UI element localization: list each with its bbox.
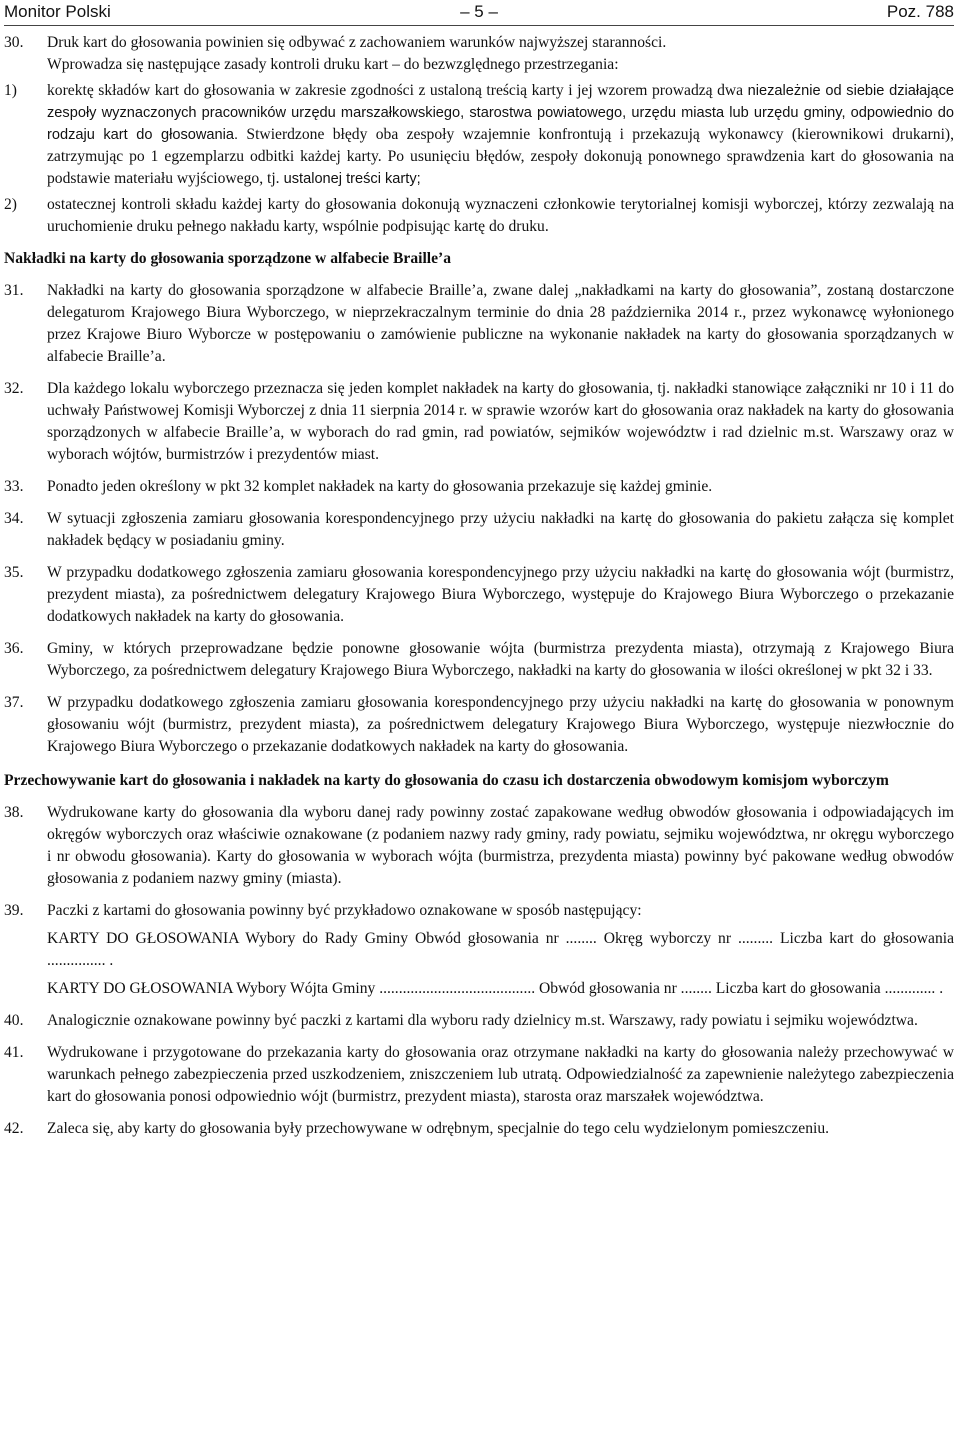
paragraph-text: Paczki z kartami do głosowania powinny być przykładowo oznakowane w sposób następujący: [47, 902, 642, 919]
paragraph-text: Dla każdego lokalu wyborczego przeznacza się jeden komplet nakładek na karty do głosowania, tj. nakładki stanowiące załączniki nr 10 i 11 do uchwały Państwowej Komisji Wyborczej z dnia 11 sierpnia 2014 r. w sprawie wzorów kart do głosowania oraz nakładek na karty do głosowania sporządzonych w alfabecie Braille’a, w wyborach do rad gmin, rad powiatów, sejmików województw i rad dzielnic m.st. Warszawy oraz w wyborach wójtów, burmistrzów i prezydentów miast. [47, 380, 954, 463]
paragraph-text: Zaleca się, aby karty do głosowania były przechowywane w odrębnym, specjalnie do tego celu wydzielonym pomieszczeniu. [47, 1120, 830, 1137]
page-header [4, 0, 954, 24]
paragraph-number: 33. [4, 478, 24, 495]
paragraph-number: 31. [4, 282, 24, 299]
paragraph-30-item-1 [4, 80, 954, 190]
paragraph-text: Wydrukowane i przygotowane do przekazania karty do głosowania oraz otrzymane nakładki na karty do głosowania należy przechowywać w warunkach pełnego zabezpieczenia przed uszkodzeniem, zniszczeniem lub utratą. Odpowiedzialność za zapewnienie należytego zabezpieczenia kart do głosowania ponosi odpowiednio wójt (burmistrz, prezydent miasta), starosta oraz marszałek województwa. [47, 1044, 954, 1105]
paragraph-31 [4, 280, 954, 368]
label-example-council: KARTY DO GŁOSOWANIA Wybory do Rady Gminy Obwód głosowania nr ........ Okręg wyborczy nr ......... Liczba kart do głosowania ............... . [47, 930, 954, 969]
paragraph-text: Ponadto jeden określony w pkt 32 komplet nakładek na karty do głosowania przekazuje się każdej gminie. [47, 478, 713, 495]
paragraph-lead: Wprowadza się następujące zasady kontroli druku kart – do bezwzględnego przestrzegania: [47, 56, 619, 73]
paragraph-40 [4, 1010, 954, 1032]
paragraph-42 [4, 1118, 954, 1140]
paragraph-number: 38. [4, 804, 24, 821]
paragraph-number: 41. [4, 1044, 24, 1061]
item-text-part: ustalonej treści karty; [279, 171, 421, 187]
item-text-part: korektę składów kart do głosowania w zakresie zgodności z ustaloną treścią karty i jej wzorem prowadzą dwa [47, 82, 748, 99]
paragraph-30-item-2 [4, 194, 954, 238]
paragraph-number: 42. [4, 1120, 24, 1137]
paragraph-35 [4, 562, 954, 628]
item-text: ostatecznej kontroli składu każdej karty do głosowania dokonują wyznaczeni członkowie terytorialnej komisji wyborczej, którzy zezwalają na uruchomienie druku pełnego nakładu karty, wspólnie podpisując kartę do druku. [47, 196, 954, 235]
paragraph-text: W przypadku dodatkowego zgłoszenia zamiaru głosowania korespondencyjnego przy użyciu nakładki na kartę do głosowania w ponownym głosowaniu wójt (burmistrz, prezydent miasta), za pośrednictwem delegatury Krajowego Biura Wyborczego, występuje niezwłocznie do Krajowego Biura Wyborczego o przekazanie dodatkowych nakładek na karty do głosowania. [47, 694, 954, 755]
item-text-part: Stwierdzone błędy oba zespoły wzajemnie konfrontują i przekazują wykonawcy (kierownikowi drukarni), zatrzymując po 1 egzemplarzu odbitki każdej karty. Po usunięciu błędów, zespoły dokonują ponownego sprawdzenia kart do głosowania na podstawie materiału wyjściowego, tj. [47, 126, 954, 187]
paragraph-text: Analogicznie oznakowane powinny być paczki z kartami dla wyboru rady dzielnicy m.st. Warszawy, rady powiatu i sejmiku województwa. [47, 1012, 918, 1029]
page-number: – 5 – [460, 2, 498, 21]
position-number: Poz. 788 [886, 2, 954, 21]
paragraph-39 [4, 900, 954, 1000]
paragraph-number: 32. [4, 380, 24, 397]
section-heading-braille: Nakładki na karty do głosowania sporządzone w alfabecie Braille’a [4, 250, 452, 267]
paragraph-number: 37. [4, 694, 24, 711]
paragraph-text: Druk kart do głosowania powinien się odbywać z zachowaniem warunków najwyższej staranności. [47, 34, 667, 51]
item-text-part: niezależnie od siebie działające zespoły wyznaczonych pracowników urzędu marszałkowskiego, starostwa powiatowego, urzędu miasta lub urzędu gminy, odpowiednio do rodzaju kart do głosowania. [47, 83, 955, 143]
section-heading-storage: Przechowywanie kart do głosowania i nakładek na karty do głosowania do czasu ich dostarczenia obwodowym komisjom wyborczym [4, 772, 889, 789]
paragraph-36 [4, 638, 954, 682]
paragraph-text: W przypadku dodatkowego zgłoszenia zamiaru głosowania korespondencyjnego przy użyciu nakładki na kartę do głosowania wójt (burmistrz, prezydent miasta), za pośrednictwem delegatury Krajowego Biura Wyborczego, występuje do Krajowego Biura Wyborczego o przekazanie dodatkowych nakładek na karty do głosowania. [47, 564, 954, 625]
item-number: 2) [4, 196, 17, 213]
paragraph-41 [4, 1042, 954, 1108]
paragraph-32 [4, 378, 954, 466]
item-number: 1) [4, 82, 17, 99]
paragraph-37 [4, 692, 954, 758]
paragraph-text: W sytuacji zgłoszenia zamiaru głosowania korespondencyjnego przy użyciu nakładki na kartę do głosowania do pakietu załącza się komplet nakładek będący w posiadaniu gminy. [47, 510, 954, 549]
paragraph-30 [4, 32, 954, 76]
paragraph-number: 40. [4, 1012, 24, 1029]
header-rule [4, 25, 954, 26]
journal-title: Monitor Polski [4, 2, 111, 21]
label-example-mayor: KARTY DO GŁOSOWANIA Wybory Wójta Gminy ........................................ Obwód głosowania nr ........ Liczba kart do głosowania ............. . [47, 980, 944, 997]
paragraph-number: 35. [4, 564, 24, 581]
item-text [47, 80, 954, 190]
paragraph-number: 30. [4, 34, 24, 51]
paragraph-text: Nakładki na karty do głosowania sporządzone w alfabecie Braille’a, zwane dalej „nakładkami na karty do głosowania”, zostaną dostarczone delegaturom Krajowego Biura Wyborczego, w nieprzekraczalnym terminie do dnia 28 października 2014 r., przez wykonawcę wyłonionego przez Krajowe Biuro Wyborcze w postępowaniu o zamówienie publiczne na wykonanie nakładek na karty do głosowania sporządzanych w alfabecie Braille’a. [47, 282, 954, 365]
paragraph-number: 36. [4, 640, 24, 657]
paragraph-text: Wydrukowane karty do głosowania dla wyboru danej rady powinny zostać zapakowane według obwodów głosowania i odpowiadających im okręgów wyborczych oraz właściwie oznakowane (z podaniem nazwy rady gminy, rady powiatu, sejmiku województwa, nr okręgu wyborczego i nr obwodu głosowania). Karty do głosowania w wyborach wójta (burmistrza, prezydenta miasta) powinny być pakowane według obwodów głosowania z podaniem nazwy gminy (miasta). [47, 804, 954, 887]
paragraph-38 [4, 802, 954, 890]
paragraph-number: 39. [4, 902, 24, 919]
paragraph-text: Gminy, w których przeprowadzane będzie ponowne głosowanie wójta (burmistrza prezydenta miasta), otrzymają z Krajowego Biura Wyborczego, za pośrednictwem delegatury Krajowego Biura Wyborczego, nakładki na karty do głosowania w ilości określonej w pkt 32 i 33. [47, 640, 954, 679]
paragraph-number: 34. [4, 510, 24, 527]
paragraph-34 [4, 508, 954, 552]
paragraph-33 [4, 476, 954, 498]
